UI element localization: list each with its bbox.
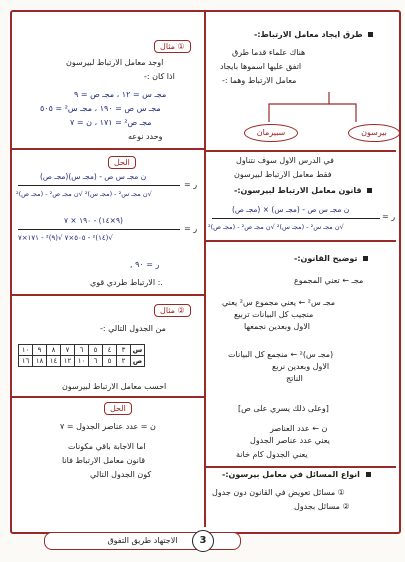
lesson-line-1: في الدرس الاول سوف نتناول xyxy=(236,156,334,165)
footer-motto: الاجتهاد طريق التفوق xyxy=(44,532,241,550)
square-bullet-icon xyxy=(366,472,371,477)
intro-line-1: هناك علماء قدما طرق xyxy=(232,48,306,57)
law-numerator: ن مجـ س ص - (مجـ س) × (مجـ ص) xyxy=(232,205,350,214)
explain-n-1: ن ← عدد العناصر xyxy=(270,424,328,433)
table-row-y xyxy=(19,356,145,367)
table-cell: ٦ xyxy=(89,356,103,367)
table-cell: ٣ xyxy=(117,345,131,356)
table-header: س xyxy=(131,345,145,356)
ex2-question: من الجدول التالي :- xyxy=(100,324,166,333)
ex2-note-1: اما الاجابة باقي مكونات xyxy=(68,442,146,451)
ex1-den-1: √ن مجـ س² - (مجـ س)² √ن مجـ ص² - (مجـ ص)² xyxy=(16,190,152,198)
intro-line-3: معامل الارتباط وهما :- xyxy=(222,76,297,85)
right-hr-3 xyxy=(206,466,396,468)
right-hr-1 xyxy=(206,150,396,152)
table-cell: ١٤ xyxy=(47,356,61,367)
table-cell: ١٢ xyxy=(61,356,75,367)
ex2-ask: احسب معامل الارتباط لبيرسون xyxy=(62,382,167,391)
table-cell: ١٨ xyxy=(33,356,47,367)
table-cell: ١٠ xyxy=(75,356,89,367)
ex1-given-2: مجـ س ص = ١٩٠ ، مجـ س² = ٥٠٥ xyxy=(40,104,161,113)
worksheet-page xyxy=(4,4,400,556)
table-cell: ١٠ xyxy=(19,345,33,356)
method-pearson: بيرسون xyxy=(348,124,400,142)
table-cell: ٥ xyxy=(103,356,117,367)
table-cell: ٥ xyxy=(89,345,103,356)
explain-sq-sum-3: الناتج xyxy=(286,374,303,383)
explain-n-3: يعني الجدول كام خانة xyxy=(236,450,308,459)
ex1-result-type: .: الارتباط طردي قوي xyxy=(90,278,163,287)
table-cell: ٩ xyxy=(33,345,47,356)
table-cell: ١٦ xyxy=(19,356,33,367)
square-bullet-icon xyxy=(367,188,372,193)
explain-sum-sq-3: الاول وبعدين نجمعها xyxy=(244,322,311,331)
type-2: ② مسائل بجدول xyxy=(294,502,350,511)
ex1-question-1: اوجد معامل الارتباط لبيرسون xyxy=(66,58,164,67)
explain-sq-sum-1: (مجـ س)² ← منجمع كل البيانات xyxy=(228,350,334,359)
table-cell: ٤ xyxy=(103,345,117,356)
explain-sum-sq-2: منجيب كل البيانات تربيع xyxy=(234,310,314,319)
right-heading: طرق ايجاد معامل الارتباط:- xyxy=(254,30,373,40)
intro-line-2: اتفق عليها اسموها بايجاد xyxy=(220,62,302,71)
ex2-note-2: قانون معامل الارتباط فانا xyxy=(62,456,146,465)
explain-n-2: يعني عدد عناصر الجدول xyxy=(250,436,330,445)
ex1-fraction-bar-2 xyxy=(18,229,180,230)
ex2-note-3: كون الجدول التالي xyxy=(90,470,152,479)
column-divider xyxy=(204,12,206,527)
types-title: انواع المسائل في معامل بيرسون:- xyxy=(222,470,371,480)
table-cell: ٢ xyxy=(117,356,131,367)
ex1-r-eq-1: ر = xyxy=(184,180,198,189)
ex1-num-2: (٩×١٤) - ١٩٠ × ٧ xyxy=(64,216,123,225)
solution-1-label: الحل xyxy=(108,156,136,169)
left-hr-2 xyxy=(12,294,204,296)
ex2-data-table xyxy=(18,344,145,367)
table-row-x xyxy=(19,345,145,356)
explain-applies-y: [وعلى ذلك يسري على ص] xyxy=(238,404,329,413)
explain-sum-sq-1: مجـ س² ← يعني مجموع س² يعني xyxy=(222,298,336,307)
law-fraction-bar xyxy=(212,218,380,219)
law-r: ر = xyxy=(382,212,396,221)
ex1-result: ر = ٩٠ , xyxy=(130,260,160,269)
square-bullet-icon xyxy=(363,256,368,261)
law-title: قانون معامل الارتباط لبيرسون:- xyxy=(234,186,372,196)
law-denominator: √ن مجـ س² - (مجـ س)² √ن مجـ ص² - (مجـ ص)² xyxy=(208,223,344,231)
solution-2-label: الحل xyxy=(104,402,132,415)
branch-arrows-icon xyxy=(234,90,374,130)
example-2-label: مثال ② xyxy=(154,304,191,317)
left-hr-1 xyxy=(12,148,204,150)
table-header: ص xyxy=(131,356,145,367)
lesson-line-2: فقط معامل الارتباط لبيرسون xyxy=(234,170,332,179)
right-hr-2 xyxy=(206,240,396,242)
explain-title: توضيح القانون:- xyxy=(294,254,368,264)
ex1-question-2: اذا كان :- xyxy=(144,72,175,81)
ex1-den-2: √(١٤)² - ٥٠٥×٧ √(٩)² - ١٧١×٧ xyxy=(18,234,113,242)
type-1: ① مسائل تعويض في القانون دون جدول xyxy=(212,488,345,497)
ex1-given-3: مجـ ص² = ١٧١ ، ن = ٧ xyxy=(70,118,152,127)
ex1-given-1: مجـ س = ١٢ ، مجـ ص = ٩ xyxy=(74,90,167,99)
table-cell: ٨ xyxy=(47,345,61,356)
ex2-n: ن = عدد عناصر الجدول = ٧ xyxy=(60,422,156,431)
square-bullet-icon xyxy=(368,32,373,37)
method-spearman: سبيرمان xyxy=(244,124,298,142)
left-hr-3 xyxy=(12,396,204,398)
ex1-r-eq-2: ر = xyxy=(184,224,198,233)
ex1-num-1: ن مجـ س ص - (مجـ س)(مجـ ص) xyxy=(40,172,147,181)
ex1-fraction-bar-1 xyxy=(18,185,180,186)
explain-sum: مجـ ← تعني المجموع xyxy=(294,276,364,285)
table-cell: ٧ xyxy=(61,345,75,356)
example-1-label: مثال ① xyxy=(154,40,191,53)
ex1-given-4: وحدد نوعه xyxy=(128,132,163,141)
table-cell: ٦ xyxy=(75,345,89,356)
explain-sq-sum-2: الاول وبعدين نربع xyxy=(272,362,330,371)
page-number: 3 xyxy=(192,530,214,552)
